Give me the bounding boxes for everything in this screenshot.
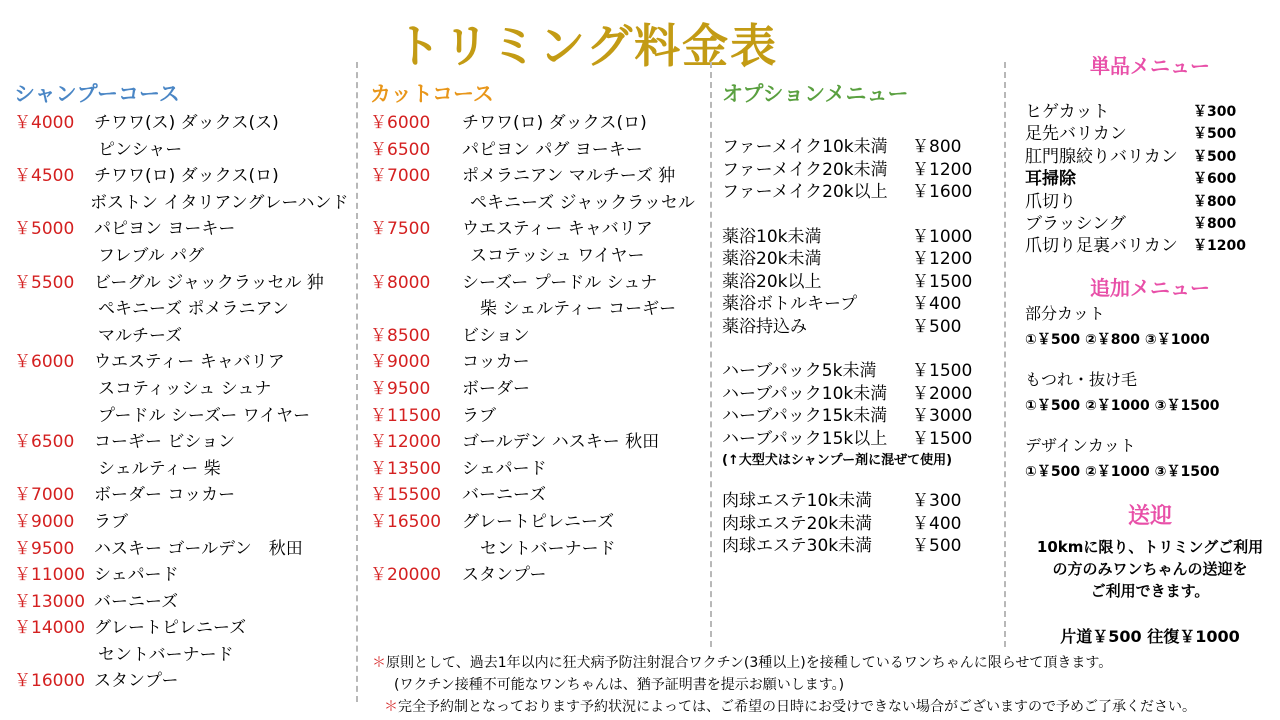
option-name: 薬浴20k以上 <box>722 271 822 292</box>
herb-note: (↑大型犬はシャンプー剤に混ぜて使用) <box>722 453 953 468</box>
breed-label: ペキニーズ ジャックラッセル <box>470 192 695 213</box>
option-price: ￥1200 <box>912 249 973 269</box>
cut-row <box>370 536 705 563</box>
shampoo-row <box>14 323 359 350</box>
option-name: 薬浴ボトルキープ <box>722 294 858 314</box>
additional-menu-name: デザインカット <box>1025 435 1136 455</box>
additional-menu-name: 部分カット <box>1025 303 1105 323</box>
cut-row <box>370 429 705 456</box>
option-menu <box>722 78 1002 558</box>
option-price: ￥2000 <box>912 383 973 404</box>
price-label: ￥5000 <box>14 219 75 240</box>
single-menu-price: ￥1200 <box>1193 238 1246 255</box>
cut-row <box>370 482 705 509</box>
breed-label: ラブ <box>462 405 496 426</box>
single-menu-name: ヒゲカット <box>1025 102 1110 122</box>
option-name: 薬浴20k未満 <box>722 249 822 269</box>
option-name: 肉球エステ30k未満 <box>722 536 873 556</box>
price-label: ￥7000 <box>370 166 431 187</box>
notes <box>372 652 1196 718</box>
additional-menu-list <box>1025 301 1275 485</box>
shampoo-row <box>14 562 359 589</box>
furmake-list <box>722 136 1002 204</box>
single-menu-price: ￥600 <box>1193 171 1237 188</box>
single-menu-name: 耳掃除 <box>1025 169 1076 190</box>
breed-label: パピヨン パグ ヨーキー <box>462 139 643 160</box>
option-row <box>722 490 1002 513</box>
breed-label: バーニーズ <box>462 485 547 506</box>
cut-row <box>370 110 705 137</box>
pickup-heading: 送迎 <box>1127 503 1172 529</box>
option-heading: オプションメニュー <box>722 82 909 106</box>
option-price: ￥1200 <box>912 159 973 180</box>
cut-row <box>370 163 705 190</box>
option-price: ￥1600 <box>912 182 973 202</box>
single-menu-price: ￥800 <box>1193 216 1237 233</box>
breed-label: スコテッシュ ワイヤー <box>470 245 645 266</box>
price-label: ￥11000 <box>14 565 86 586</box>
price-label: ￥4500 <box>14 166 75 187</box>
shampoo-row <box>14 482 359 509</box>
breed-label: パピヨン ヨーキー <box>94 219 236 240</box>
single-menu-name: ブラッシング <box>1025 214 1126 235</box>
single-menu-row <box>1025 235 1275 257</box>
cut-course <box>370 78 705 589</box>
breed-label: ピンシャー <box>98 139 183 160</box>
single-menu-row <box>1025 123 1275 145</box>
breed-label: ビーグル ジャックラッセル 狆 <box>94 272 324 293</box>
additional-menu-heading: 追加メニュー <box>1090 275 1210 300</box>
shampoo-heading: シャンプーコース <box>14 82 180 106</box>
breed-label: バーニーズ <box>94 591 179 612</box>
price-label: ￥9000 <box>14 511 75 532</box>
shampoo-row <box>14 270 359 297</box>
price-label: ￥6500 <box>370 139 431 160</box>
option-price: ￥3000 <box>912 406 973 426</box>
note-mark: ＊ <box>384 699 398 715</box>
cut-heading: カットコース <box>370 82 494 106</box>
breed-label: チワワ(ロ) ダックス(ロ) <box>462 113 647 133</box>
additional-menu-item <box>1025 433 1275 485</box>
option-name: ハーブパック15k以上 <box>722 428 888 449</box>
price-label: ￥20000 <box>370 565 442 586</box>
breed-label: チワワ(ロ) ダックス(ロ) <box>94 166 279 187</box>
breed-label: ポメラニアン マルチーズ 狆 <box>462 166 676 187</box>
option-row <box>722 360 1002 383</box>
cut-row <box>370 323 705 350</box>
breed-label: ウエスティー キャバリア <box>94 352 285 373</box>
single-menu-price: ￥800 <box>1193 193 1237 210</box>
breed-label: シェルティー 柴 <box>98 458 221 479</box>
shampoo-row <box>14 163 359 190</box>
herb-pack-list <box>722 360 1002 450</box>
price-label: ￥12000 <box>370 432 442 453</box>
additional-menu-choices: ①￥500 ②￥800 ③￥1000 <box>1025 331 1210 348</box>
price-label: ￥6000 <box>14 352 75 373</box>
breed-label: ゴールデン ハスキー 秋田 <box>462 432 660 453</box>
price-label: ￥5500 <box>14 272 75 293</box>
cut-row <box>370 562 705 589</box>
additional-menu-name: もつれ・抜け毛 <box>1025 369 1138 389</box>
price-label: ￥14000 <box>14 618 86 639</box>
note-text: (ワクチン接種不可能なワンちゃんは、猶予証明書を提示お願いします。) <box>394 677 845 693</box>
breed-label: コッカー <box>462 352 530 373</box>
cut-row <box>370 243 705 270</box>
shampoo-row <box>14 668 359 695</box>
shampoo-row <box>14 376 359 403</box>
breed-label: セントバーナード <box>98 644 234 665</box>
cut-row <box>370 456 705 483</box>
breed-label: ペキニーズ ポメラニアン <box>98 299 289 320</box>
additional-menu-item <box>1025 301 1275 353</box>
note-mark: ＊ <box>372 655 386 671</box>
option-name: 肉球エステ10k未満 <box>722 491 873 511</box>
option-name: 肉球エステ20k未満 <box>722 513 873 534</box>
shampoo-row <box>14 403 359 430</box>
breed-label: コーギー ビション <box>94 432 236 453</box>
single-menu-name: 足先バリカン <box>1025 124 1127 145</box>
option-name: ハーブパック10k未満 <box>722 383 888 404</box>
option-price: ￥800 <box>912 137 962 157</box>
option-price: ￥400 <box>912 513 962 534</box>
price-label: ￥8000 <box>370 272 431 293</box>
breed-label: ウエスティー キャバリア <box>462 219 653 240</box>
option-price: ￥1500 <box>912 271 973 292</box>
option-name: 薬浴持込み <box>722 316 807 337</box>
breed-label: グレートピレニーズ <box>94 618 247 639</box>
price-label: ￥9000 <box>370 352 431 373</box>
additional-menu-choices: ①￥500 ②￥1000 ③￥1500 <box>1025 463 1220 480</box>
price-label: ￥13000 <box>14 591 86 612</box>
breed-label: スタンプー <box>462 565 547 586</box>
medicated-bath-list <box>722 226 1002 339</box>
divider-3 <box>1004 62 1006 647</box>
price-label: ￥8500 <box>370 325 431 346</box>
shampoo-row <box>14 110 359 137</box>
price-label: ￥16500 <box>370 511 442 532</box>
option-row <box>722 159 1002 182</box>
right-column <box>1025 50 1275 647</box>
option-name: ハーブパック5k未満 <box>722 361 877 381</box>
price-label: ￥13500 <box>370 458 442 479</box>
cut-row <box>370 376 705 403</box>
price-label: ￥7500 <box>370 219 431 240</box>
price-label: ￥15500 <box>370 485 442 506</box>
option-row <box>722 226 1002 249</box>
breed-label: スタンプー <box>94 671 179 692</box>
option-row <box>722 181 1002 204</box>
note-line <box>372 652 1196 674</box>
option-row <box>722 248 1002 271</box>
option-row <box>722 293 1002 316</box>
option-row <box>722 316 1002 339</box>
shampoo-row <box>14 349 359 376</box>
divider-2 <box>710 62 712 647</box>
option-row <box>722 535 1002 558</box>
cut-row <box>370 349 705 376</box>
note-line <box>372 696 1196 718</box>
breed-label: ビション <box>462 325 530 346</box>
option-name: ファーメイク20k未満 <box>722 159 888 180</box>
breed-label: マルチーズ <box>98 325 183 346</box>
option-row <box>722 383 1002 406</box>
shampoo-row <box>14 536 359 563</box>
shampoo-row <box>14 216 359 243</box>
cut-row <box>370 190 705 217</box>
option-name: ハーブパック15k未満 <box>722 406 888 426</box>
price-label: ￥6500 <box>14 432 75 453</box>
breed-label: ボーダー <box>462 378 530 399</box>
shampoo-row <box>14 456 359 483</box>
price-label: ￥9500 <box>14 538 75 559</box>
single-menu-price: ￥500 <box>1193 148 1237 165</box>
note-text: 原則として、過去1年以内に狂犬病予防注射混合ワクチン(3種以上)を接種しているワンちゃんに限らせて頂きます。 <box>386 655 1113 671</box>
single-menu-row <box>1025 101 1275 123</box>
shampoo-list <box>14 110 359 695</box>
price-label: ￥9500 <box>370 378 431 399</box>
option-price: ￥500 <box>912 536 962 556</box>
option-row <box>722 405 1002 428</box>
option-price: ￥1500 <box>912 361 973 381</box>
shampoo-row <box>14 509 359 536</box>
option-price: ￥1500 <box>912 428 973 449</box>
price-label: ￥7000 <box>14 485 75 506</box>
breed-label: 柴 シェルティー コーギー <box>480 299 677 320</box>
shampoo-row <box>14 296 359 323</box>
option-row <box>722 271 1002 294</box>
breed-label: ハスキー ゴールデン 秋田 <box>94 538 303 559</box>
option-name: 薬浴10k未満 <box>722 226 822 247</box>
shampoo-row <box>14 243 359 270</box>
option-row <box>722 428 1002 451</box>
breed-label: スコティッシュ シュナ <box>98 378 272 399</box>
pickup-description <box>1025 536 1275 602</box>
cut-row <box>370 509 705 536</box>
single-menu-row <box>1025 213 1275 235</box>
single-menu-price: ￥500 <box>1193 126 1237 143</box>
shampoo-row <box>14 642 359 669</box>
breed-label: シェパード <box>462 458 547 479</box>
cut-row <box>370 137 705 164</box>
breed-label: ボーダー コッカー <box>94 485 236 506</box>
single-menu-name: 爪切り足裏バリカン <box>1025 236 1178 257</box>
paw-esthe-list <box>722 490 1002 558</box>
option-row <box>722 513 1002 536</box>
shampoo-row <box>14 137 359 164</box>
pickup-line: の方のみワンちゃんの送迎を <box>1052 559 1248 578</box>
cut-list <box>370 110 705 589</box>
option-price: ￥300 <box>912 491 962 511</box>
shampoo-row <box>14 190 359 217</box>
price-label: ￥6000 <box>370 113 431 133</box>
note-line <box>372 674 1196 696</box>
shampoo-row <box>14 589 359 616</box>
single-menu-name: 爪切り <box>1025 191 1076 212</box>
pickup-line: 10kmに限り、トリミングご利用 <box>1036 537 1264 556</box>
price-label: ￥4000 <box>14 113 75 133</box>
shampoo-row <box>14 615 359 642</box>
breed-label: ラブ <box>94 511 128 532</box>
breed-label: フレブル パグ <box>98 245 205 266</box>
option-name: ファーメイク10k未満 <box>722 137 888 157</box>
option-row <box>722 136 1002 159</box>
single-menu-list <box>1025 101 1275 258</box>
note-text: 完全予約制となっております予約状況によっては、ご希望の日時にお受けできない場合がございますので予めご了承ください。 <box>398 699 1196 715</box>
cut-row <box>370 296 705 323</box>
breed-label: プードル シーズー ワイヤー <box>98 405 311 426</box>
breed-label: シェパード <box>94 565 179 586</box>
cut-row <box>370 270 705 297</box>
breed-label: チワワ(ス) ダックス(ス) <box>94 113 279 133</box>
option-price: ￥400 <box>912 294 962 314</box>
breed-label: ボストン イタリアングレーハンド <box>90 192 349 213</box>
option-name: ファーメイク20k以上 <box>722 182 888 202</box>
single-menu-row <box>1025 168 1275 190</box>
cut-row <box>370 216 705 243</box>
additional-menu-choices: ①￥500 ②￥1000 ③￥1500 <box>1025 397 1220 414</box>
option-price: ￥1000 <box>912 226 973 247</box>
single-menu-row <box>1025 191 1275 213</box>
breed-label: セントバーナード <box>480 538 616 559</box>
single-menu-price: ￥300 <box>1193 104 1237 120</box>
page-title: トリミング料金表 <box>395 19 779 73</box>
cut-row <box>370 403 705 430</box>
shampoo-row <box>14 429 359 456</box>
breed-label: シーズー プードル シュナ <box>462 272 658 293</box>
shampoo-course <box>14 78 359 695</box>
single-menu-heading: 単品メニュー <box>1090 54 1210 78</box>
single-menu-name: 肛門腺絞りバリカン <box>1025 146 1178 167</box>
additional-menu-item <box>1025 367 1275 419</box>
pickup-price: 片道￥500 往復￥1000 <box>1060 626 1240 646</box>
breed-label: グレートピレニーズ <box>462 511 615 532</box>
price-label: ￥16000 <box>14 671 86 692</box>
price-label: ￥11500 <box>370 405 442 426</box>
pickup-line: ご利用できます。 <box>1090 581 1210 600</box>
single-menu-row <box>1025 146 1275 168</box>
option-price: ￥500 <box>912 316 962 337</box>
